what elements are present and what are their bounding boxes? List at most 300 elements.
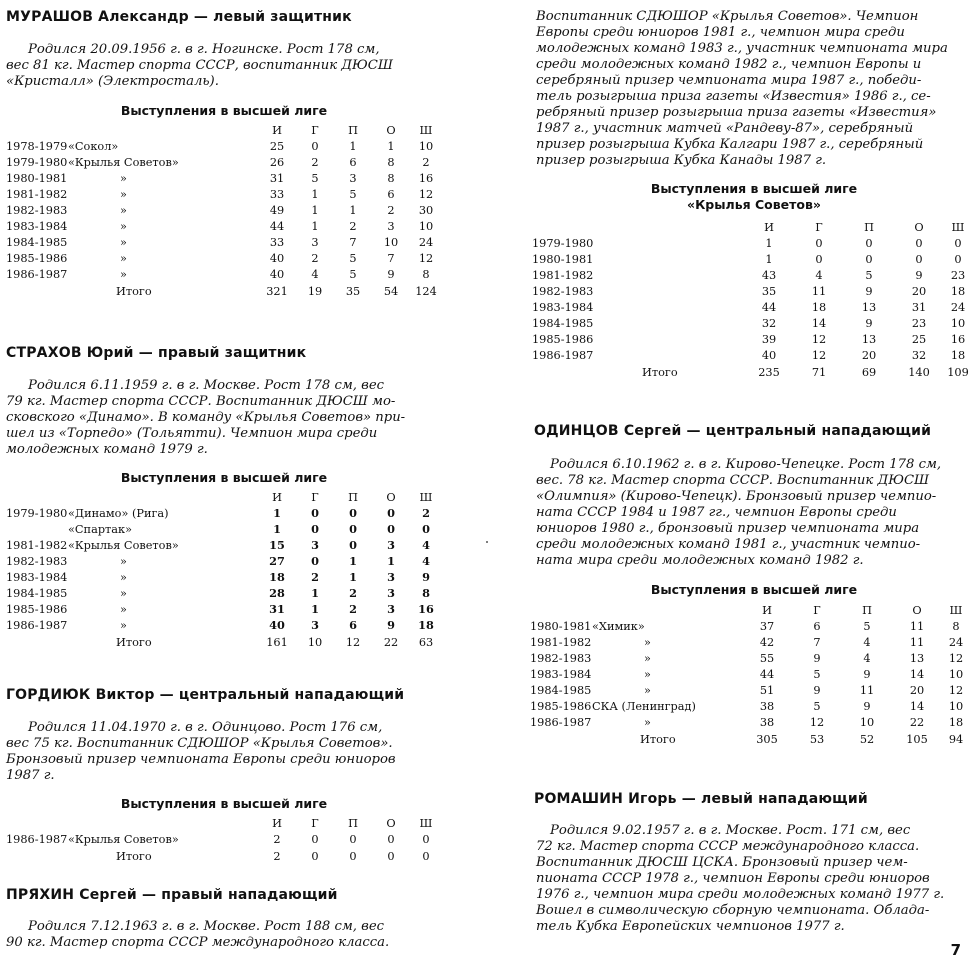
stat-cell: 24 xyxy=(418,235,434,249)
stat-cell: 40 xyxy=(269,618,285,632)
stat-cell: 11 xyxy=(909,619,925,633)
total-cell: 63 xyxy=(418,635,434,649)
bio-line: Родился 9.02.1957 г. в г. Москве. Рост. 171 см, вес xyxy=(550,823,911,838)
stat-cell: 3 xyxy=(387,219,395,233)
season-cell: 1981-1982 xyxy=(530,635,592,649)
column-header: Ш xyxy=(949,603,963,617)
total-row xyxy=(6,282,442,299)
total-cell: 94 xyxy=(948,732,964,746)
team-cell: » xyxy=(120,235,127,249)
stat-cell: 10 xyxy=(383,235,399,249)
bio-line: молодежных команд 1979 г. xyxy=(6,442,208,457)
table-row xyxy=(6,250,442,266)
stat-cell: 3 xyxy=(349,171,357,185)
stat-cell: 39 xyxy=(761,332,777,346)
player-role: Игорь — левый нападающий xyxy=(628,791,868,807)
stat-cell: 14 xyxy=(909,667,925,681)
table-row xyxy=(530,650,970,666)
stat-cell: 0 xyxy=(865,252,873,266)
team-cell: » xyxy=(120,187,127,201)
stat-cell: 15 xyxy=(269,538,285,552)
total-label: Итого xyxy=(640,732,676,746)
stat-cell: 3 xyxy=(311,235,319,249)
team-cell xyxy=(594,251,744,267)
season-cell: 1985-1986 xyxy=(532,332,594,346)
stat-cell: 1 xyxy=(765,252,773,266)
stat-cell: 42 xyxy=(759,635,775,649)
stat-cell: 25 xyxy=(911,332,927,346)
stat-cell: 4 xyxy=(863,651,871,665)
stat-cell: 18 xyxy=(811,300,827,314)
stat-cell: 6 xyxy=(349,618,357,632)
column-header: О xyxy=(912,603,922,617)
total-cell: 109 xyxy=(947,365,969,379)
stat-cell: 26 xyxy=(269,155,285,169)
player-surname: МУРАШОВ xyxy=(6,9,94,25)
team-cell: «Химик» xyxy=(592,619,645,633)
stat-cell: 14 xyxy=(811,316,827,330)
bio-line: Родился 20.09.1956 г. в г. Ногинске. Рост 178 см, xyxy=(28,42,380,57)
team-cell: » xyxy=(120,586,127,600)
stat-cell: 31 xyxy=(269,602,285,616)
stat-cell: 2 xyxy=(422,506,430,520)
table-row xyxy=(6,553,442,569)
season-cell xyxy=(6,521,68,537)
bio-line: Родился 11.04.1970 г. в г. Одинцово. Рост 176 см, xyxy=(28,720,383,735)
column-header: И xyxy=(764,220,774,234)
season-cell: 1979-1980 xyxy=(532,236,594,250)
column-header: И xyxy=(272,490,282,504)
player-role: Александр — левый защитник xyxy=(98,9,352,25)
stat-cell: 1 xyxy=(387,139,395,153)
stat-cell: 10 xyxy=(950,316,966,330)
stat-cell: 0 xyxy=(915,236,923,250)
season-cell: 1978-1979 xyxy=(6,139,68,153)
stat-cell: 9 xyxy=(387,267,395,281)
stat-cell: 1 xyxy=(349,570,357,584)
column-header: Г xyxy=(815,220,823,234)
season-cell: 1981-1982 xyxy=(6,187,68,201)
bio-line: ребряный призер розыгрыша приза газеты «Известия» xyxy=(536,105,937,120)
table-row xyxy=(6,537,442,553)
table-row xyxy=(6,617,442,633)
stat-cell: 9 xyxy=(865,316,873,330)
stat-cell: 40 xyxy=(269,251,285,265)
stat-cell: 6 xyxy=(387,187,395,201)
total-cell: 140 xyxy=(908,365,930,379)
stat-cell: 5 xyxy=(349,251,357,265)
stat-cell: 2 xyxy=(349,602,357,616)
stat-cell: 16 xyxy=(418,171,434,185)
bio-line: вес 81 кг. Мастер спорта СССР, воспитанник ДЮСШ xyxy=(6,58,393,73)
player-heading-odintsov xyxy=(534,423,931,439)
season-cell: 1986-1987 xyxy=(530,715,592,729)
stat-cell: 40 xyxy=(761,348,777,362)
stat-cell: 13 xyxy=(861,300,877,314)
team-cell: «Динамо» (Рига) xyxy=(68,506,169,520)
stat-cell: 3 xyxy=(387,586,395,600)
player-bio-gordiyuk xyxy=(6,720,442,784)
player-bio-pryakhin xyxy=(6,919,442,951)
stat-cell: 10 xyxy=(418,219,434,233)
total-row xyxy=(530,730,970,747)
stat-cell: 3 xyxy=(311,618,319,632)
stat-cell: 44 xyxy=(759,667,775,681)
column-header: П xyxy=(864,220,874,234)
total-cell: 54 xyxy=(383,284,399,298)
stat-cell: 1 xyxy=(349,139,357,153)
stat-cell: 1 xyxy=(311,586,319,600)
table-subtitle: «Крылья Советов» xyxy=(687,197,821,212)
total-row xyxy=(6,847,442,864)
stat-cell: 24 xyxy=(950,300,966,314)
team-cell: » xyxy=(644,715,651,729)
season-cell: 1981-1982 xyxy=(532,268,594,282)
stat-cell: 1 xyxy=(311,187,319,201)
team-cell: » xyxy=(120,251,127,265)
player-heading-pryakhin xyxy=(6,887,338,903)
column-header: И xyxy=(272,816,282,830)
player-bio-pryakhin-continued xyxy=(536,9,972,169)
table-row xyxy=(530,618,970,634)
season-cell: 1986-1987 xyxy=(6,832,68,846)
stat-cell: 4 xyxy=(815,268,823,282)
stat-cell: 16 xyxy=(950,332,966,346)
stat-cell: 0 xyxy=(311,522,319,536)
column-header: О xyxy=(386,123,396,137)
table-row xyxy=(6,585,442,601)
player-heading-murashov xyxy=(6,9,352,25)
total-cell: 35 xyxy=(345,284,361,298)
stat-cell: 55 xyxy=(759,651,775,665)
stats-table-odintsov xyxy=(530,602,970,747)
season-cell: 1979-1980 xyxy=(6,155,68,169)
player-bio-romashin xyxy=(536,823,972,935)
player-bio-strakhov xyxy=(6,378,442,458)
stat-cell: 2 xyxy=(311,155,319,169)
total-cell: 235 xyxy=(758,365,780,379)
stat-cell: 5 xyxy=(813,667,821,681)
column-header: П xyxy=(348,123,358,137)
column-header: Ш xyxy=(419,123,433,137)
season-cell: 1980-1981 xyxy=(530,619,592,633)
stat-cell: 0 xyxy=(311,832,319,846)
table-row xyxy=(530,714,970,730)
season-cell: 1984-1985 xyxy=(6,235,68,249)
season-cell: 1985-1986 xyxy=(6,602,68,616)
total-label: Итого xyxy=(642,365,678,379)
table-row xyxy=(6,831,442,847)
page-number: 7 xyxy=(950,941,961,959)
stat-cell: 4 xyxy=(422,554,430,568)
column-header: Ш xyxy=(951,220,965,234)
stat-cell: 4 xyxy=(422,538,430,552)
total-cell: 22 xyxy=(383,635,399,649)
table-row xyxy=(6,569,442,585)
stat-cell: 0 xyxy=(954,236,962,250)
column-header: О xyxy=(386,816,396,830)
table-row xyxy=(532,235,972,251)
stat-cell: 31 xyxy=(269,171,285,185)
table-title: Выступления в высшей лиге xyxy=(650,181,858,196)
stat-cell: 9 xyxy=(915,268,923,282)
stat-cell: 9 xyxy=(863,667,871,681)
table-row xyxy=(6,218,442,234)
season-cell: 1980-1981 xyxy=(532,252,594,266)
stat-cell: 11 xyxy=(811,284,827,298)
total-label: Итого xyxy=(116,635,152,649)
stat-cell: 0 xyxy=(349,522,357,536)
bio-line: Родился 7.12.1963 г. в г. Москве. Рост 188 см, вес xyxy=(28,919,385,934)
stat-cell: 0 xyxy=(815,252,823,266)
total-cell: 0 xyxy=(349,849,357,863)
total-cell: 2 xyxy=(273,849,281,863)
bio-line: тель розыгрыша приза газеты «Известия» 1986 г., се- xyxy=(536,89,931,104)
stat-cell: 8 xyxy=(387,171,395,185)
stat-cell: 9 xyxy=(865,284,873,298)
stat-cell: 23 xyxy=(911,316,927,330)
bio-line: Вошел в символическую сборную чемпионата. Облада- xyxy=(536,903,930,918)
stat-cell: 3 xyxy=(387,570,395,584)
stat-cell: 10 xyxy=(948,699,964,713)
team-cell: » xyxy=(120,171,127,185)
bio-line: призер розыгрыша Кубка Калгари 1987 г., серебряный xyxy=(536,137,924,152)
team-cell xyxy=(594,331,744,347)
total-cell: 0 xyxy=(387,849,395,863)
bio-line: серебряный призер чемпионата мира 1987 г., победи- xyxy=(536,73,922,88)
total-cell: 71 xyxy=(811,365,827,379)
bio-line: «Олимпия» (Кирово-Чепецк). Бронзовый призер чемпио- xyxy=(536,489,937,504)
stat-cell: 10 xyxy=(859,715,875,729)
column-header: П xyxy=(348,816,358,830)
team-cell: » xyxy=(644,667,651,681)
stats-table-pryakhin xyxy=(532,219,972,380)
stat-cell: 12 xyxy=(948,683,964,697)
total-label: Итого xyxy=(116,849,152,863)
stat-cell: 7 xyxy=(387,251,395,265)
stat-cell: 0 xyxy=(387,506,395,520)
bio-line: тель Кубка Европейских чемпионов 1977 г. xyxy=(536,919,845,934)
stat-cell: 37 xyxy=(759,619,775,633)
table-row xyxy=(6,234,442,250)
stat-cell: 1 xyxy=(311,602,319,616)
stat-cell: 24 xyxy=(948,635,964,649)
column-header: П xyxy=(862,603,872,617)
stat-cell: 9 xyxy=(813,683,821,697)
column-header: И xyxy=(272,123,282,137)
stat-cell: 2 xyxy=(311,251,319,265)
total-cell: 19 xyxy=(307,284,323,298)
bio-line: Воспитанник СДЮШОР «Крылья Советов». Чемпион xyxy=(536,9,919,24)
season-cell: 1982-1983 xyxy=(530,651,592,665)
table-row xyxy=(6,505,442,521)
player-surname: РОМАШИН xyxy=(534,791,624,807)
stat-cell: 44 xyxy=(761,300,777,314)
season-cell: 1984-1985 xyxy=(6,586,68,600)
stat-cell: 12 xyxy=(948,651,964,665)
team-cell: » xyxy=(120,219,127,233)
stat-cell: 6 xyxy=(349,155,357,169)
column-header: И xyxy=(762,603,772,617)
bio-line: сковского «Динамо». В команду «Крылья Советов» при- xyxy=(6,410,406,425)
season-cell: 1980-1981 xyxy=(6,171,68,185)
stat-cell: 12 xyxy=(811,348,827,362)
stat-cell: 7 xyxy=(349,235,357,249)
table-row xyxy=(6,202,442,218)
player-role: Юрий — правый защитник xyxy=(86,345,307,361)
stat-cell: 10 xyxy=(418,139,434,153)
season-cell: 1982-1983 xyxy=(6,203,68,217)
player-heading-gordiyuk xyxy=(6,687,404,703)
stat-cell: 18 xyxy=(950,284,966,298)
player-bio-odintsov xyxy=(536,457,972,569)
stat-cell: 9 xyxy=(813,651,821,665)
player-role: Виктор — центральный нападающий xyxy=(95,687,405,703)
table-header-row xyxy=(6,815,442,831)
total-cell: 12 xyxy=(345,635,361,649)
stat-cell: 31 xyxy=(911,300,927,314)
table-row xyxy=(6,138,442,154)
column-header: Г xyxy=(311,490,319,504)
stat-cell: 18 xyxy=(269,570,285,584)
season-cell: 1979-1980 xyxy=(6,506,68,520)
season-cell: 1982-1983 xyxy=(6,554,68,568)
team-cell: » xyxy=(644,635,651,649)
stat-cell: 0 xyxy=(387,832,395,846)
stat-cell: 0 xyxy=(311,139,319,153)
bio-line: Родился 6.11.1959 г. в г. Москве. Рост 178 см, вес xyxy=(28,378,385,393)
stat-cell: 12 xyxy=(809,715,825,729)
season-cell: 1981-1982 xyxy=(6,538,68,552)
table-row xyxy=(6,521,442,537)
stat-cell: 1 xyxy=(273,522,281,536)
bio-line: 1987 г., участник матчей «Рандеву-87», серебряный xyxy=(536,121,914,136)
total-cell: 105 xyxy=(906,732,928,746)
bio-line: ната СССР 1984 и 1987 гг., чемпион Европы среди xyxy=(536,505,897,520)
stat-cell: 0 xyxy=(422,832,430,846)
team-cell: » xyxy=(120,570,127,584)
bio-line: 1976 г., чемпион мира среди молодежных команд 1977 г. xyxy=(536,887,945,902)
stat-cell: 11 xyxy=(859,683,875,697)
stat-cell: 2 xyxy=(311,570,319,584)
stat-cell: 0 xyxy=(865,236,873,250)
stat-cell: 23 xyxy=(950,268,966,282)
stat-cell: 7 xyxy=(813,635,821,649)
team-cell xyxy=(594,235,744,251)
stat-cell: 25 xyxy=(269,139,285,153)
team-cell: СКА (Ленинград) xyxy=(592,699,696,713)
table-header-row xyxy=(6,489,442,505)
table-row xyxy=(530,666,970,682)
stat-cell: 32 xyxy=(761,316,777,330)
table-row xyxy=(6,601,442,617)
stat-cell: 0 xyxy=(311,554,319,568)
table-row xyxy=(530,698,970,714)
table-row xyxy=(532,267,972,283)
stat-cell: 4 xyxy=(311,267,319,281)
bio-line: молодежных команд 1983 г., участник чемпионата мира xyxy=(536,41,948,56)
stat-cell: 3 xyxy=(387,602,395,616)
stat-cell: 18 xyxy=(950,348,966,362)
stat-cell: 44 xyxy=(269,219,285,233)
stat-cell: 32 xyxy=(911,348,927,362)
bio-line: Европы среди юниоров 1981 г., чемпион мира среди xyxy=(536,25,905,40)
bio-line: среди молодежных команд 1981 г., участник чемпио- xyxy=(536,537,921,552)
stat-cell: 3 xyxy=(387,538,395,552)
stat-cell: 28 xyxy=(269,586,285,600)
bio-line: вес 75 кг. Воспитанник СДЮШОР «Крылья Советов». xyxy=(6,736,393,751)
stat-cell: 10 xyxy=(948,667,964,681)
bio-line: Воспитанник ДЮСШ ЦСКА. Бронзовый призер чем- xyxy=(536,855,908,870)
bio-line: шел из «Торпедо» (Тольятти). Чемпион мира среди xyxy=(6,426,378,441)
team-cell: «Крылья Советов» xyxy=(68,538,179,552)
stat-cell: 9 xyxy=(387,618,395,632)
table-row xyxy=(532,251,972,267)
stat-cell: 49 xyxy=(269,203,285,217)
stats-table-strakhov xyxy=(6,489,442,650)
stat-cell: 2 xyxy=(273,832,281,846)
stat-cell: 2 xyxy=(387,203,395,217)
team-cell xyxy=(594,315,744,331)
stat-cell: 18 xyxy=(418,618,434,632)
stat-cell: 5 xyxy=(349,187,357,201)
total-cell: 69 xyxy=(861,365,877,379)
table-row xyxy=(530,682,970,698)
stat-cell: 38 xyxy=(759,715,775,729)
table-header-row xyxy=(530,602,970,618)
season-cell: 1986-1987 xyxy=(532,348,594,362)
total-cell: 0 xyxy=(311,849,319,863)
stat-cell: 5 xyxy=(865,268,873,282)
season-cell: 1985-1986 xyxy=(530,699,592,713)
player-surname: СТРАХОВ xyxy=(6,345,82,361)
bio-line: пионата СССР 1978 г., чемпион Европы среди юниоров xyxy=(536,871,930,886)
stat-cell: 30 xyxy=(418,203,434,217)
stat-cell: 1 xyxy=(387,554,395,568)
stat-cell: 2 xyxy=(422,155,430,169)
stat-cell: 35 xyxy=(761,284,777,298)
bio-line: ната мира среди молодежных команд 1982 г. xyxy=(536,553,864,568)
season-cell: 1983-1984 xyxy=(6,219,68,233)
stat-cell: 5 xyxy=(813,699,821,713)
player-role: Сергей — правый нападающий xyxy=(79,887,338,903)
total-row xyxy=(532,363,972,380)
stat-cell: 6 xyxy=(813,619,821,633)
bio-line: вес. 78 кг. Мастер спорта СССР. Воспитанник ДЮСШ xyxy=(536,473,930,488)
print-speck xyxy=(486,541,488,543)
bio-line: среди молодежных команд 1982 г., чемпион Европы и xyxy=(536,57,922,72)
season-cell: 1985-1986 xyxy=(6,251,68,265)
stat-cell: 12 xyxy=(418,251,434,265)
season-cell: 1982-1983 xyxy=(532,284,594,298)
stat-cell: 0 xyxy=(422,522,430,536)
table-title: Выступления в высшей лиге xyxy=(120,103,328,118)
stat-cell: 1 xyxy=(273,506,281,520)
stat-cell: 0 xyxy=(387,522,395,536)
stat-cell: 5 xyxy=(349,267,357,281)
team-cell: «Крылья Советов» xyxy=(68,155,179,169)
column-header: Г xyxy=(311,816,319,830)
total-cell: 52 xyxy=(859,732,875,746)
total-row xyxy=(6,633,442,650)
stat-cell: 0 xyxy=(349,832,357,846)
stat-cell: 12 xyxy=(811,332,827,346)
stat-cell: 40 xyxy=(269,267,285,281)
table-row xyxy=(6,170,442,186)
bio-line: 72 кг. Мастер спорта СССР международного класса. xyxy=(536,839,920,854)
player-surname: ОДИНЦОВ xyxy=(534,423,619,439)
table-header-row xyxy=(6,122,442,138)
